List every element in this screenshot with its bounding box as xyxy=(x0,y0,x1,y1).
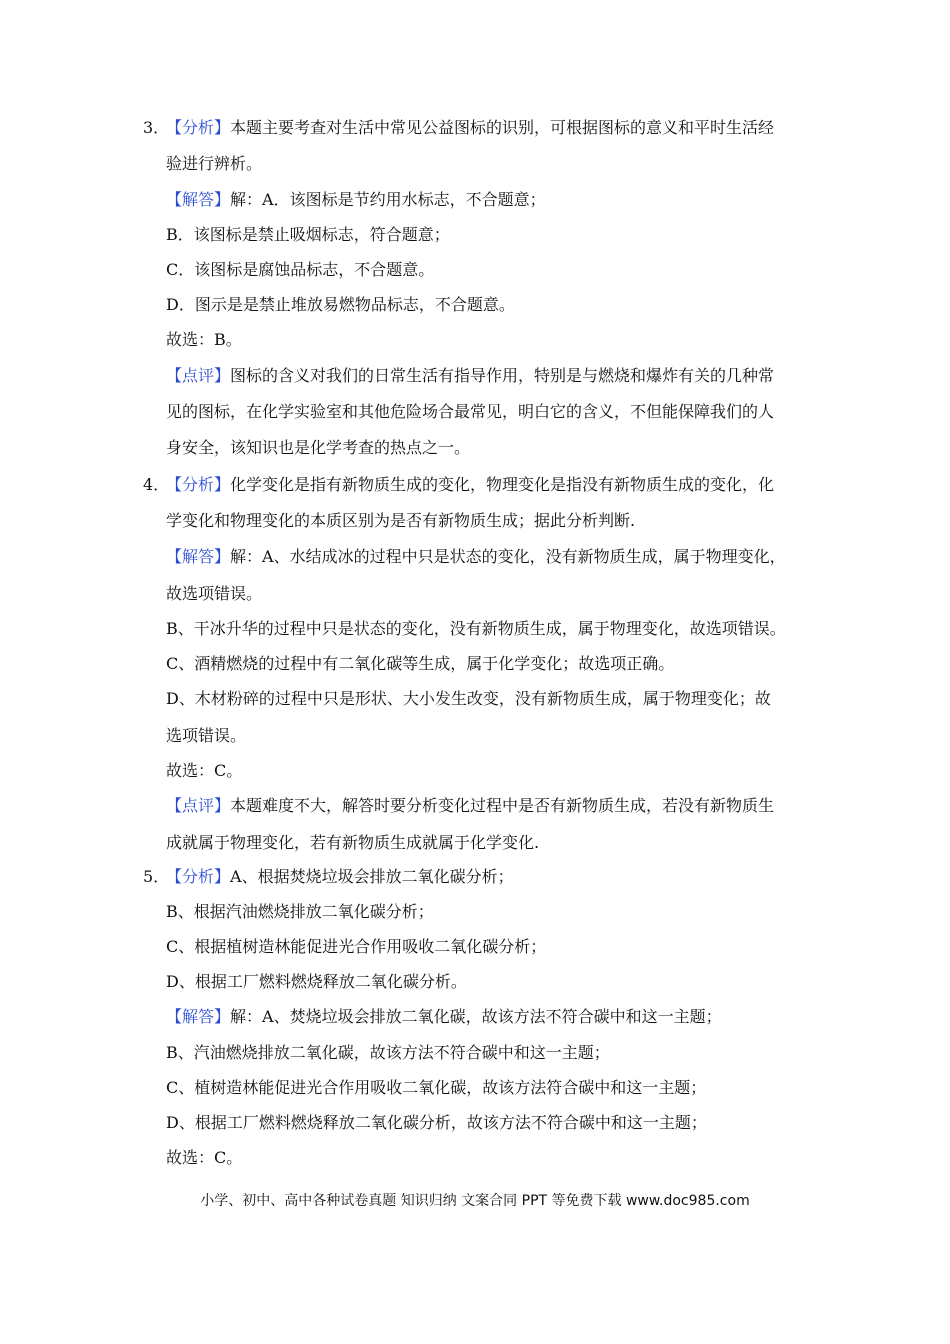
analysis-text: 本题主要考查对生活中常见公益图标的识别，可根据图标的意义和平时生活经 xyxy=(230,118,775,137)
analysis-line xyxy=(166,867,514,887)
comment-line: 身安全，该知识也是化学考查的热点之一。 xyxy=(166,438,471,457)
answer-line: D、木材粉碎的过程中只是形状、大小发生改变，没有新物质生成，属于物理变化；故 xyxy=(166,689,771,708)
comment-text: 图标的含义对我们的日常生活有指导作用，特别是与燃烧和爆炸有关的几种常 xyxy=(230,366,775,385)
answer-line: B、干冰升华的过程中只是状态的变化，没有新物质生成，属于物理变化，故选项错误。 xyxy=(166,619,786,638)
analysis-line xyxy=(166,475,774,495)
answer-line: C、植树造林能促进光合作用吸收二氧化碳，故该方法符合碳中和这一主题； xyxy=(166,1078,707,1097)
question-number: 3． xyxy=(143,118,170,137)
answer-line: C．该图标是腐蚀品标志，不合题意。 xyxy=(166,260,435,279)
answer-line: 故选：C。 xyxy=(166,1148,243,1167)
analysis-line xyxy=(166,118,774,138)
analysis-tag: 【分析】 xyxy=(166,867,231,886)
answer-line: D、根据工厂燃料燃烧释放二氧化碳分析，故该方法不符合碳中和这一主题； xyxy=(166,1113,707,1132)
comment-line xyxy=(166,366,774,386)
answer-line: B、汽油燃烧排放二氧化碳，故该方法不符合碳中和这一主题； xyxy=(166,1043,610,1062)
question-number: 5． xyxy=(143,867,170,886)
answer-line: C、酒精燃烧的过程中有二氧化碳等生成，属于化学变化；故选项正确。 xyxy=(166,654,675,673)
analysis-text: 化学变化是指有新物质生成的变化，物理变化是指没有新物质生成的变化，化 xyxy=(230,475,775,494)
answer-line: B．该图标是禁止吸烟标志，符合题意； xyxy=(166,225,450,244)
answer-text: 解：A．该图标是节约用水标志，不合题意； xyxy=(230,190,546,209)
analysis-tag: 【分析】 xyxy=(166,118,231,137)
answer-line: 选项错误。 xyxy=(166,726,247,745)
answer-tag: 【解答】 xyxy=(166,547,231,566)
answer-line: 故选：B。 xyxy=(166,330,242,349)
comment-line: 见的图标，在化学实验室和其他危险场合最常见，明白它的含义，不但能保障我们的人 xyxy=(166,402,775,421)
answer-line: D．图示是是禁止堆放易燃物品标志，不合题意。 xyxy=(166,295,515,314)
answer-line xyxy=(166,547,786,567)
answer-tag: 【解答】 xyxy=(166,190,231,209)
comment-tag: 【点评】 xyxy=(166,366,231,385)
analysis-line: 验进行辨析。 xyxy=(166,154,263,173)
answer-line xyxy=(166,1007,722,1027)
answer-text: 解：A、焚烧垃圾会排放二氧化碳，故该方法不符合碳中和这一主题； xyxy=(230,1007,722,1026)
comment-text: 本题难度不大，解答时要分析变化过程中是否有新物质生成，若没有新物质生 xyxy=(230,796,775,815)
answer-line: 故选项错误。 xyxy=(166,584,263,603)
analysis-line: D、根据工厂燃料燃烧释放二氧化碳分析。 xyxy=(166,972,467,991)
comment-tag: 【点评】 xyxy=(166,796,231,815)
analysis-line: B、根据汽油燃烧排放二氧化碳分析； xyxy=(166,902,434,921)
answer-text: 解：A、水结成冰的过程中只是状态的变化，没有新物质生成，属于物理变化， xyxy=(230,547,786,566)
comment-line: 成就属于物理变化，若有新物质生成就属于化学变化. xyxy=(166,833,540,852)
analysis-line: 学变化和物理变化的本质区别为是否有新物质生成；据此分析判断. xyxy=(166,511,636,530)
analysis-text: A、根据焚烧垃圾会排放二氧化碳分析； xyxy=(230,867,514,886)
analysis-line: C、根据植树造林能促进光合作用吸收二氧化碳分析； xyxy=(166,937,547,956)
answer-line xyxy=(166,190,546,210)
comment-line xyxy=(166,796,774,816)
answer-line: 故选：C。 xyxy=(166,761,243,780)
page-footer: 小学、初中、高中各种试卷真题 知识归纳 文案合同 PPT 等免费下载 www.doc985.com xyxy=(200,1193,750,1209)
analysis-tag: 【分析】 xyxy=(166,475,231,494)
answer-tag: 【解答】 xyxy=(166,1007,231,1026)
question-number: 4． xyxy=(143,475,170,494)
